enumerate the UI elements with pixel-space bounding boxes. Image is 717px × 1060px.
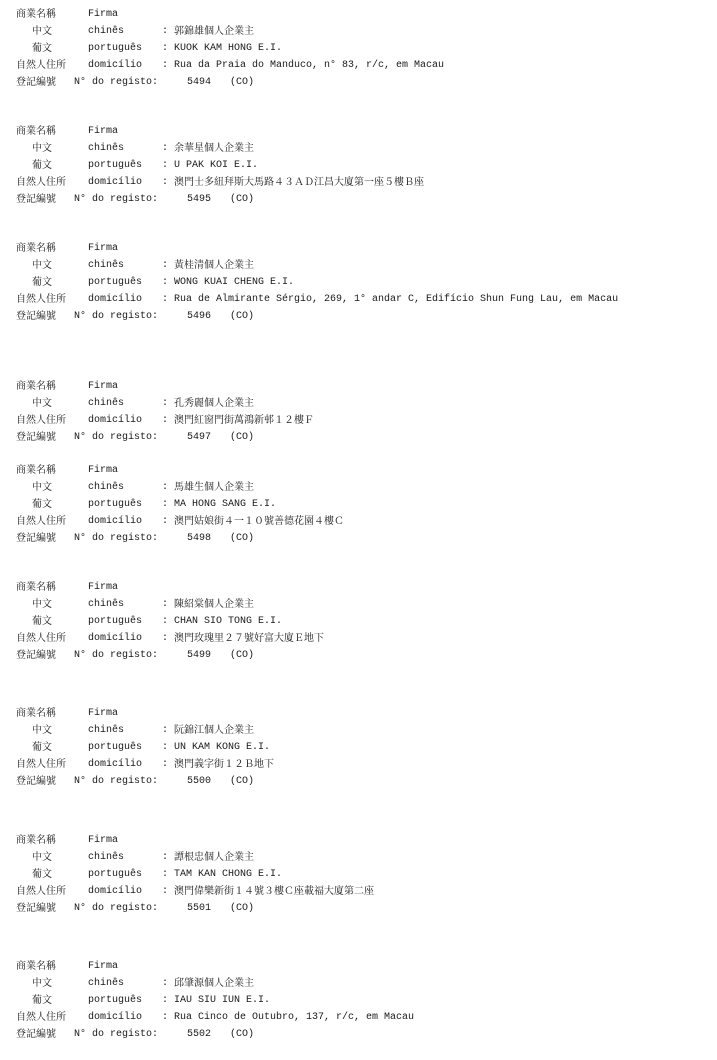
portuguese-label-zh: 葡文 xyxy=(32,995,52,1006)
firm-label-zh: 商業名稱 xyxy=(16,708,56,719)
domicile-value: Rua da Praia do Manduco, n° 83, r/c, em Macau xyxy=(174,60,445,71)
registration-type: (CO) xyxy=(230,650,255,661)
chinese-name-value: 陳紹棠個人企業主 xyxy=(174,599,254,610)
regno-label-pt: N° do registo: xyxy=(74,1029,159,1040)
regno-label-zh: 登記編號 xyxy=(16,432,56,443)
domicile-label-zh: 自然人住所 xyxy=(16,886,66,897)
firm-label-pt: Firma xyxy=(88,126,119,137)
registration-number: 5500 xyxy=(187,776,212,787)
portuguese-label-zh: 葡文 xyxy=(32,43,52,54)
domicile-label-pt: domicílio xyxy=(88,415,143,426)
regno-label-zh: 登記編號 xyxy=(16,194,56,205)
chinese-label-pt: chinês xyxy=(88,482,125,493)
domicile-label-zh: 自然人住所 xyxy=(16,633,66,644)
domicile-label-pt: domicílio xyxy=(88,177,143,188)
registration-number: 5495 xyxy=(187,194,212,205)
chinese-label-zh: 中文 xyxy=(32,482,52,493)
chinese-label-pt: chinês xyxy=(88,143,125,154)
colon: : xyxy=(162,160,169,171)
chinese-name-value: 黃桂清個人企業主 xyxy=(174,260,254,271)
chinese-name-value: 邱肇源個人企業主 xyxy=(174,978,254,989)
regno-label-pt: N° do registo: xyxy=(74,776,159,787)
regno-label-pt: N° do registo: xyxy=(74,533,159,544)
registration-number: 5502 xyxy=(187,1029,212,1040)
colon: : xyxy=(162,759,169,770)
firm-label-pt: Firma xyxy=(88,961,119,972)
colon: : xyxy=(162,742,169,753)
colon: : xyxy=(162,43,169,54)
chinese-label-zh: 中文 xyxy=(32,143,52,154)
chinese-name-value: 譚根忠個人企業主 xyxy=(174,852,254,863)
firm-label-zh: 商業名稱 xyxy=(16,465,56,476)
firm-label-pt: Firma xyxy=(88,708,119,719)
registration-type: (CO) xyxy=(230,432,255,443)
firm-label-pt: Firma xyxy=(88,243,119,254)
registration-number: 5499 xyxy=(187,650,212,661)
colon: : xyxy=(162,633,169,644)
portuguese-name-value: CHAN SIO TONG E.I. xyxy=(174,616,283,627)
colon: : xyxy=(162,869,169,880)
colon: : xyxy=(162,886,169,897)
colon: : xyxy=(162,60,169,71)
registration-number: 5494 xyxy=(187,77,212,88)
domicile-label-pt: domicílio xyxy=(88,294,143,305)
chinese-label-pt: chinês xyxy=(88,978,125,989)
domicile-label-zh: 自然人住所 xyxy=(16,177,66,188)
colon: : xyxy=(162,499,169,510)
chinese-label-zh: 中文 xyxy=(32,978,52,989)
colon: : xyxy=(162,616,169,627)
chinese-name-value: 孔秀麗個人企業主 xyxy=(174,398,254,409)
firm-label-pt: Firma xyxy=(88,582,119,593)
portuguese-label-pt: português xyxy=(88,160,143,171)
chinese-label-pt: chinês xyxy=(88,852,125,863)
chinese-name-value: 郭錦雄個人企業主 xyxy=(174,26,254,37)
portuguese-name-value: U PAK KOI E.I. xyxy=(174,160,259,171)
colon: : xyxy=(162,995,169,1006)
chinese-label-zh: 中文 xyxy=(32,852,52,863)
portuguese-name-value: MA HONG SANG E.I. xyxy=(174,499,277,510)
registration-type: (CO) xyxy=(230,533,255,544)
portuguese-name-value: TAM KAN CHONG E.I. xyxy=(174,869,283,880)
portuguese-label-pt: português xyxy=(88,277,143,288)
portuguese-label-zh: 葡文 xyxy=(32,277,52,288)
colon: : xyxy=(162,260,169,271)
registration-number: 5498 xyxy=(187,533,212,544)
regno-label-zh: 登記編號 xyxy=(16,1029,56,1040)
domicile-label-pt: domicílio xyxy=(88,60,143,71)
chinese-label-pt: chinês xyxy=(88,725,125,736)
portuguese-name-value: KUOK KAM HONG E.I. xyxy=(174,43,283,54)
colon: : xyxy=(162,516,169,527)
colon: : xyxy=(162,143,169,154)
colon: : xyxy=(162,294,169,305)
firm-label-pt: Firma xyxy=(88,465,119,476)
regno-label-zh: 登記編號 xyxy=(16,650,56,661)
domicile-label-zh: 自然人住所 xyxy=(16,294,66,305)
domicile-label-zh: 自然人住所 xyxy=(16,516,66,527)
firm-label-pt: Firma xyxy=(88,9,119,20)
firm-label-zh: 商業名稱 xyxy=(16,126,56,137)
regno-label-zh: 登記編號 xyxy=(16,533,56,544)
registration-number: 5496 xyxy=(187,311,212,322)
regno-label-zh: 登記編號 xyxy=(16,311,56,322)
chinese-label-zh: 中文 xyxy=(32,398,52,409)
colon: : xyxy=(162,852,169,863)
portuguese-label-zh: 葡文 xyxy=(32,160,52,171)
regno-label-zh: 登記編號 xyxy=(16,77,56,88)
regno-label-pt: N° do registo: xyxy=(74,311,159,322)
portuguese-label-pt: português xyxy=(88,43,143,54)
domicile-label-zh: 自然人住所 xyxy=(16,60,66,71)
registration-type: (CO) xyxy=(230,77,255,88)
firm-label-pt: Firma xyxy=(88,381,119,392)
chinese-label-pt: chinês xyxy=(88,260,125,271)
domicile-value: Rua de Almirante Sérgio, 269, 1° andar C, Edifício Shun Fung Lau, em Macau xyxy=(174,294,619,305)
firm-label-zh: 商業名稱 xyxy=(16,582,56,593)
regno-label-pt: N° do registo: xyxy=(74,903,159,914)
domicile-value: 澳門紅窗門街萬鴻新邨１２樓Ｆ xyxy=(174,415,314,426)
portuguese-label-zh: 葡文 xyxy=(32,742,52,753)
colon: : xyxy=(162,1012,169,1023)
chinese-label-zh: 中文 xyxy=(32,725,52,736)
domicile-label-zh: 自然人住所 xyxy=(16,759,66,770)
domicile-label-zh: 自然人住所 xyxy=(16,415,66,426)
firm-label-zh: 商業名稱 xyxy=(16,835,56,846)
portuguese-name-value: UN KAM KONG E.I. xyxy=(174,742,271,753)
regno-label-pt: N° do registo: xyxy=(74,432,159,443)
registration-number: 5501 xyxy=(187,903,212,914)
chinese-label-pt: chinês xyxy=(88,26,125,37)
domicile-value: 澳門偉樂新街１４號３樓Ｃ座載福大廈第二座 xyxy=(174,886,374,897)
regno-label-zh: 登記編號 xyxy=(16,903,56,914)
chinese-name-value: 余華星個人企業主 xyxy=(174,143,254,154)
chinese-label-zh: 中文 xyxy=(32,260,52,271)
domicile-value: Rua Cinco de Outubro, 137, r/c, em Macau xyxy=(174,1012,415,1023)
chinese-label-zh: 中文 xyxy=(32,26,52,37)
portuguese-label-zh: 葡文 xyxy=(32,616,52,627)
firm-label-zh: 商業名稱 xyxy=(16,9,56,20)
domicile-value: 澳門義字街１２Ｂ地下 xyxy=(174,759,274,770)
colon: : xyxy=(162,415,169,426)
colon: : xyxy=(162,277,169,288)
portuguese-label-pt: português xyxy=(88,869,143,880)
domicile-label-pt: domicílio xyxy=(88,886,143,897)
regno-label-pt: N° do registo: xyxy=(74,650,159,661)
regno-label-pt: N° do registo: xyxy=(74,77,159,88)
colon: : xyxy=(162,725,169,736)
portuguese-label-zh: 葡文 xyxy=(32,499,52,510)
domicile-value: 澳門玫瑰里２７號好富大廈Ｅ地下 xyxy=(174,633,324,644)
registration-number: 5497 xyxy=(187,432,212,443)
firm-label-zh: 商業名稱 xyxy=(16,381,56,392)
colon: : xyxy=(162,599,169,610)
registration-type: (CO) xyxy=(230,311,255,322)
colon: : xyxy=(162,398,169,409)
domicile-label-pt: domicílio xyxy=(88,759,143,770)
regno-label-pt: N° do registo: xyxy=(74,194,159,205)
registration-type: (CO) xyxy=(230,194,255,205)
domicile-value: 澳門士多紐拜斯大馬路４３ＡＤ江昌大廈第一座５樓Ｂ座 xyxy=(174,177,424,188)
firm-label-zh: 商業名稱 xyxy=(16,961,56,972)
chinese-label-pt: chinês xyxy=(88,398,125,409)
colon: : xyxy=(162,177,169,188)
registration-type: (CO) xyxy=(230,776,255,787)
domicile-value: 澳門姑娘街４一１０號善德花園４樓Ｃ xyxy=(174,516,344,527)
colon: : xyxy=(162,978,169,989)
domicile-label-zh: 自然人住所 xyxy=(16,1012,66,1023)
firm-label-zh: 商業名稱 xyxy=(16,243,56,254)
portuguese-label-pt: português xyxy=(88,995,143,1006)
colon: : xyxy=(162,482,169,493)
domicile-label-pt: domicílio xyxy=(88,1012,143,1023)
domicile-label-pt: domicílio xyxy=(88,516,143,527)
portuguese-name-value: WONG KUAI CHENG E.I. xyxy=(174,277,295,288)
chinese-name-value: 馬雄生個人企業主 xyxy=(174,482,254,493)
domicile-label-pt: domicílio xyxy=(88,633,143,644)
chinese-label-zh: 中文 xyxy=(32,599,52,610)
portuguese-label-pt: português xyxy=(88,742,143,753)
chinese-name-value: 阮錦江個人企業主 xyxy=(174,725,254,736)
registration-type: (CO) xyxy=(230,903,255,914)
regno-label-zh: 登記編號 xyxy=(16,776,56,787)
firm-label-pt: Firma xyxy=(88,835,119,846)
registration-type: (CO) xyxy=(230,1029,255,1040)
chinese-label-pt: chinês xyxy=(88,599,125,610)
portuguese-label-pt: português xyxy=(88,499,143,510)
portuguese-name-value: IAU SIU IUN E.I. xyxy=(174,995,271,1006)
portuguese-label-pt: português xyxy=(88,616,143,627)
portuguese-label-zh: 葡文 xyxy=(32,869,52,880)
colon: : xyxy=(162,26,169,37)
